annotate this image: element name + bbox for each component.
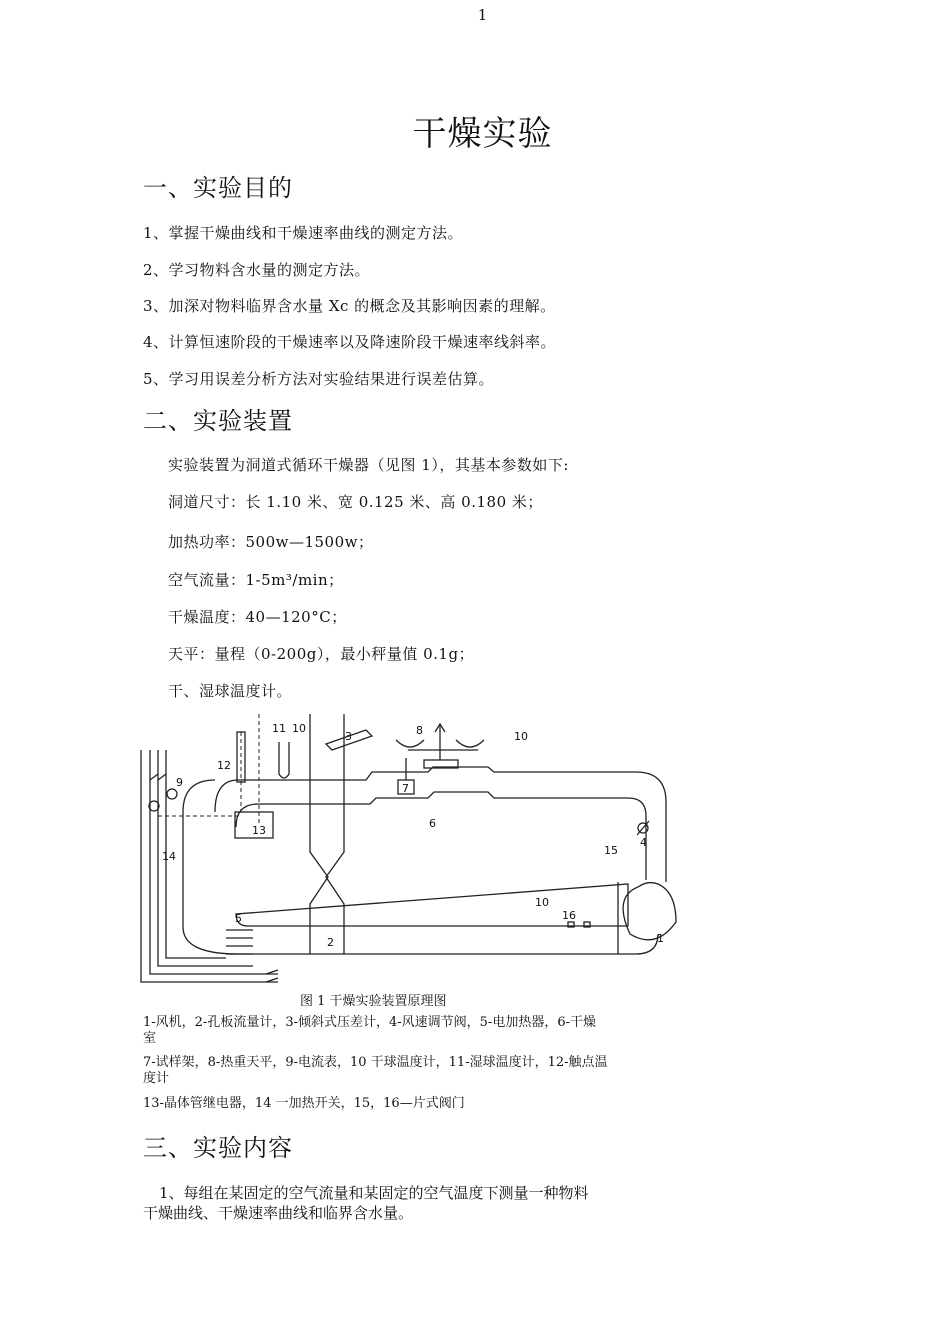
page-number: 1	[477, 6, 488, 24]
label-drying-chamber: 6	[429, 817, 436, 830]
apparatus-intro: 实验装置为洞道式循环干燥器（见图 1），其基本参数如下:	[168, 456, 569, 474]
purpose-item-5: 5、学习用误差分析方法对实验结果进行误差估算。	[143, 370, 495, 388]
label-balance: 8	[416, 724, 423, 737]
apparatus-tunnel-size: 洞道尺寸：长 1.10 米、宽 0.125 米、高 0.180 米；	[168, 493, 543, 511]
label-contact-thermometer: 12	[217, 759, 231, 772]
figure-legend-2: 7-试样架，8-热重天平，9-电流表，10 干球温度计，11-湿球温度计，12-触点温度计	[143, 1055, 608, 1086]
figure-legend-3: 13-晶体管继电器，14 一加热开关，15，16—片式阀门	[143, 1096, 465, 1111]
label-dry-bulb-3: 10	[535, 896, 549, 909]
label-speed-valve: 4	[640, 836, 647, 849]
label-wet-bulb: 11	[272, 722, 286, 735]
apparatus-thermometers: 干、湿球温度计。	[168, 682, 293, 700]
apparatus-heating-power: 加热功率：500w—1500w；	[168, 533, 374, 551]
label-orifice-meter: 2	[327, 936, 334, 949]
apparatus-balance: 天平：量程（0-200g），最小秤量值 0.1g；	[168, 645, 475, 663]
label-manometer: 3	[345, 730, 352, 743]
section-heading-apparatus: 二、实验装置	[143, 407, 293, 435]
purpose-item-1: 1、掌握干燥曲线和干燥速率曲线的测定方法。	[143, 224, 464, 242]
figure-legend-1: 1-风机，2-孔板流量计，3-倾斜式压差计，4-风速调节阀，5-电加热器，6-干燥室	[143, 1015, 596, 1046]
label-ammeter: 9	[176, 776, 183, 789]
figure-caption: 图 1 干燥实验装置原理图	[300, 994, 447, 1009]
document-title: 干燥实验	[412, 114, 553, 154]
apparatus-air-flow: 空气流量：1-5m³/min；	[168, 571, 344, 589]
label-dry-bulb-1: 10	[292, 722, 306, 735]
label-fan: 1	[657, 932, 664, 945]
label-valve-15: 15	[604, 844, 618, 857]
content-item-1: 1、每组在某固定的空气流量和某固定的空气温度下测量一种物料干燥曲线、干燥速率曲线和临界含水量。	[143, 1184, 589, 1222]
section-heading-purpose: 一、实验目的	[143, 174, 293, 202]
purpose-item-4: 4、计算恒速阶段的干燥速率以及降速阶段干燥速率线斜率。	[143, 333, 557, 351]
label-relay: 13	[252, 824, 266, 837]
label-heating-switch: 14	[162, 850, 176, 863]
purpose-item-3: 3、加深对物料临界含水量 Xc 的概念及其影响因素的理解。	[143, 297, 556, 315]
drying-apparatus-diagram	[138, 712, 686, 992]
label-sample-holder: 7	[402, 782, 409, 795]
label-heater: 5	[235, 912, 242, 925]
purpose-item-2: 2、学习物料含水量的测定方法。	[143, 261, 371, 279]
label-valve-16: 16	[562, 909, 576, 922]
section-heading-content: 三、实验内容	[143, 1134, 293, 1162]
label-dry-bulb-2: 10	[514, 730, 528, 743]
apparatus-drying-temp: 干燥温度：40—120°C；	[168, 608, 347, 626]
